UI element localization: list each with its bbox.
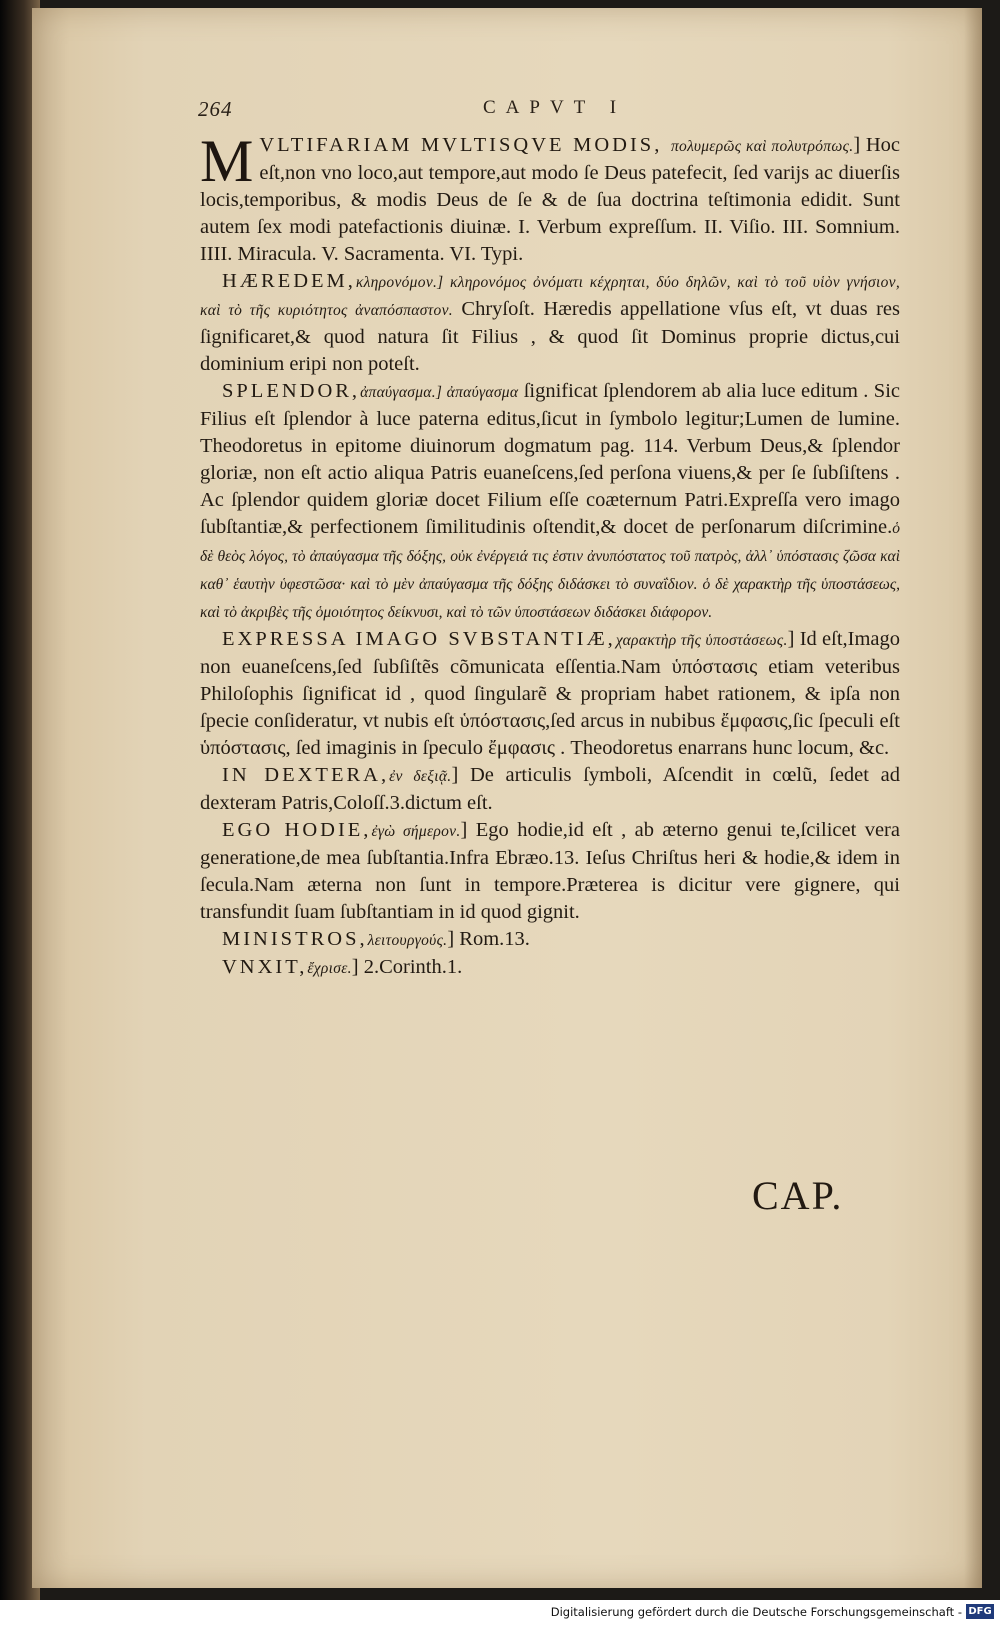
catchword: CAP. <box>752 1173 844 1218</box>
chapter-heading: CAPVT I <box>483 97 627 118</box>
lemma: EXPRESSA IMAGO SVBSTANTIÆ, <box>222 628 616 650</box>
paragraph-7 <box>200 926 900 954</box>
lemma: EGO HODIE, <box>222 819 372 841</box>
lemma: SPLENDOR, <box>222 380 361 402</box>
greek-text: ἐν δεξιᾷ. <box>389 768 452 785</box>
greek-text: ἀπαύγασμα.] ἀπαύγασμα <box>360 384 519 401</box>
text-block <box>200 128 901 982</box>
dfg-logo: DFG <box>966 1604 994 1619</box>
funding-credit: Digitalisierung gefördert durch die Deutsche Forschungsgemeinschaft - <box>550 1605 962 1619</box>
lemma: VLTIFARIAM MVLTISQVE MODIS, <box>259 134 671 156</box>
greek-text: ἐγὼ σήμερον. <box>371 823 461 840</box>
paragraph-5 <box>200 762 900 817</box>
commentary-text: ] Hoc eſt,non vno loco,aut tempore,aut modo ſe Deus patefecit, ſed varijs ac diuerſis locis,temporibus, & modis Deus de ſe & de ſua doctrina teſtimonia edidit. Sunt autem ſex modi patefactionis diuinæ. I. Verbum expreſſum. II. Viſio. III. Somnium. IIII. Miracula. V. Sacramenta. VI. Typi. <box>200 134 900 265</box>
greek-text: πολυμερῶς καὶ πολυτρόπως. <box>670 138 854 155</box>
greek-quotation: ὁ δὲ θεὸς λόγος, τὸ ἀπαύγασμα τῆς δόξης, οὐκ ἐνέργειά τις ἐστιν ἀνυπόστατος τοῦ πατρὸς, ἀλλ᾽ ὑπόστασις ζῶσα καὶ καθ᾽ ἑαυτὴν ὑφεστῶσα· καὶ τὸ μὲν ἀπαύγασμα τῆς δόξης διδάσκει τὸ συναΐδιον. ὁ δὲ χαρακτὴρ τῆς ὑποστάσεως, καὶ τὸ ἀκριβὲς τῆς ὁμοιότητος δείκνυσι, καὶ τὸ τῶν ὑποστάσεων διδάσκει διάφορον. <box>200 520 900 621</box>
commentary-text: Chryſoſt. Hæredis appellatione vſus eſt, vt duas res ſignificaret,& quod natura ſit Filius , & quod ſit Dominus proprie dictus,cui dominium eripi non poteſt. <box>200 298 900 375</box>
lemma: IN DEXTERA, <box>222 764 390 786</box>
commentary-text: ſignificat ſplendorem ab alia luce editum . Sic Filius eſt ſplendor à luce paterna editus,ſicut in ſymbolo legitur;Lumen de lumine. Theodoretus in epitome diuinorum dogmatum pag. 114. Verbum Deus,& ſplendor gloriæ, non eſt actio aliqua Patris euaneſcens,ſed perſona viuens,& per ſe ſubſiſtens . Ac ſplendor quidem gloriæ docet Filium eſſe coæternum Patri.Expreſſa vero imago ſubſtantiæ,& perfectionem ſimilitudinis oſtendit,& docet de perſonarum diſcrimine. <box>200 380 901 538</box>
commentary-text: ] 2.Corinth.1. <box>351 956 463 978</box>
commentary-text: ] Ego hodie,id eſt , ab æterno genui te,ſcilicet vera generatione,de mea ſubſtantia.Infra Ebræo.13. Ieſus Chriſtus heri & hodie,& idem in ſecula.Nam æterna non ſunt in tempore.Præterea is dicitur vere gignere, qui transfundit ſuam ſubſtantiam in id quod gignit. <box>200 819 900 923</box>
lemma: HÆREDEM, <box>222 270 356 292</box>
greek-text: κληρονόμον.] κληρονόμος ὀνόματι κέχρηται, δύο δηλῶν, καὶ τὸ τοῦ υἱὸν γνήσιον, καὶ τὸ τῆς κυριότητος ἀναπόσπαστον. <box>200 274 900 319</box>
commentary-text: ] Rom.13. <box>447 928 530 950</box>
lemma: MINISTROS, <box>222 928 368 950</box>
commentary-text: ] Id eſt,Imago non euaneſcens,ſed ſubſiſtẽs cõmunicata eſſentia.Nam ὑπόστασις etiam veteribus Philoſophis ſignificat id , quod ſingularẽ & propriam habet rationem, & ipſa non ſpecie conſideratur, vt nubis eſt ὑπόστασις,ſed arcus in nubibus ἔμφασις,ſic ſpeculi eſt ὑπόστασις, ſed imaginis in ſpeculo ἔμφασις . Theodoretus enarrans hunc locum, &c. <box>200 628 901 759</box>
greek-text: λειτουργούς. <box>367 932 448 949</box>
greek-text: ἔχρισε. <box>307 960 352 977</box>
lemma: VNXIT, <box>222 956 308 978</box>
paragraph-6 <box>200 817 900 926</box>
page-number: 264 <box>198 97 233 121</box>
paragraph-8 <box>200 954 900 982</box>
paragraph-4 <box>200 626 900 762</box>
paragraph-1 <box>200 128 900 268</box>
commentary-text: ] De articulis ſymboli, Aſcendit in cœlũ, ſedet ad dexteram Patris,Coloſſ.3.dictum eſt. <box>200 764 900 814</box>
drop-capital: M <box>200 128 254 194</box>
paragraph-3 <box>200 378 900 626</box>
paragraph-2 <box>200 268 900 378</box>
greek-text: χαρακτὴρ τῆς ὑποστάσεως. <box>615 632 788 649</box>
running-head <box>198 97 698 127</box>
footer-bar <box>0 1600 1000 1625</box>
page-edge <box>964 8 982 1588</box>
